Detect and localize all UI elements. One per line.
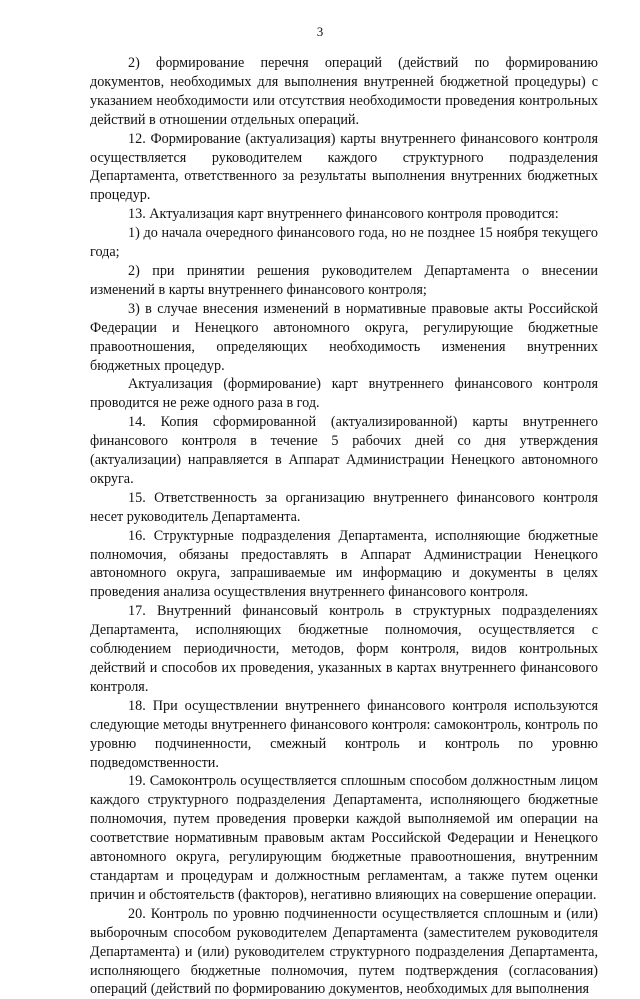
paragraph: 17. Внутренний финансовый контроль в структурных подразделениях Департамента, исполняющих бюджетные полномочия, осуществляется с соблюдением периодичности, методов, форм контроля, видов контрольных действий и способов их проведения, указанных в картах внутреннего финансового контроля. (90, 603, 598, 695)
paragraph: 3) в случае внесения изменений в нормативные правовые акты Российской Федерации и Ненецкого автономного округа, регулирующие бюджетные правоотношения, определяющих необходимость изменения внутренних бюджетных процедур. (90, 300, 598, 374)
paragraph: Актуализация (формирование) карт внутреннего финансового контроля проводится не реже одного раза в год. (90, 376, 598, 412)
document-body (90, 54, 598, 999)
paragraph: 18. При осуществлении внутреннего финансового контроля используются следующие методы внутреннего финансового контроля: самоконтроль, контроль по уровню подчиненности, смежный контроль и контроль по уровню подведомственности. (90, 697, 598, 771)
paragraph: 14. Копия сформированной (актуализированной) карты внутреннего финансового контроля в течение 5 рабочих дней со дня утверждения (актуализации) направляется в Аппарат Администрации Ненецкого автономного округа. (90, 414, 598, 487)
page-number: 3 (316, 24, 324, 39)
paragraph: 19. Самоконтроль осуществляется сплошным способом должностным лицом каждого структурного подразделения Департамента, исполняющего бюджетные полномочия, путем проведения проверки каждой выполняемой им операции на соответствие нормативным правовым актам Российской Федерации и Ненецкого автономного округа, регулирующим бюджетные правоотношения, внутренним стандартам и процедурам и должностным регламентам, а также путем оценки причин и обстоятельств (факторов), негативно влияющих на совершение операции. (90, 773, 598, 903)
paragraph: 15. Ответственность за организацию внутреннего финансового контроля несет руководитель Департамента. (90, 489, 598, 525)
paragraph: 2) формирование перечня операций (действий по формированию документов, необходимых для выполнения внутренней бюджетной процедуры) с указанием необходимости или отсутствия необходимости проведения контрольных действий в отношении отдельных операций. (90, 55, 598, 128)
paragraph: 16. Структурные подразделения Департамента, исполняющие бюджетные полномочия, обязаны предоставлять в Аппарат Администрации Ненецкого автономного округа, запрашиваемые им информацию и документы в целях проведения анализа осуществления внутреннего финансового контроля. (90, 527, 598, 601)
paragraph: 12. Формирование (актуализация) карты внутреннего финансового контроля осуществляется руководителем каждого структурного подразделения Департамента, ответственного за результаты выполнения внутренних бюджетных процедур. (90, 130, 598, 204)
paragraph: 1) до начала очередного финансового года, но не позднее 15 ноября текущего года; (90, 225, 598, 261)
paragraph: 13. Актуализация карт внутреннего финансового контроля проводится: (128, 206, 559, 223)
paragraph: 20. Контроль по уровню подчиненности осуществляется сплошным и (или) выборочным способом руководителем Департамента (заместителем руководителя Департамента) и (или) руководителем структурного подразделения Департамента, исполняющего бюджетные полномочия, путем подтверждения (согласования) операций (действий по формированию документов, необходимых для выполнения (90, 905, 598, 998)
paragraph: 2) при принятии решения руководителем Департамента о внесении изменений в карты внутреннего финансового контроля; (90, 262, 598, 298)
